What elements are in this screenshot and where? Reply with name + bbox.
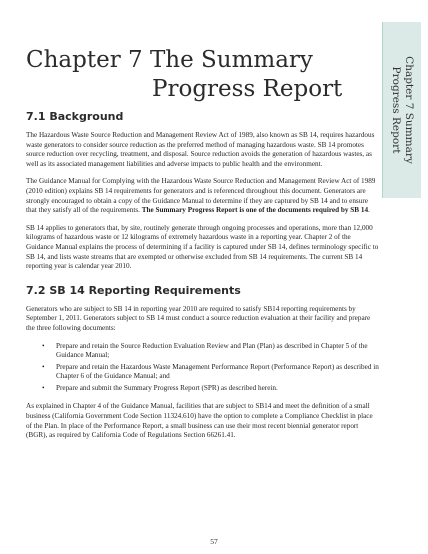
list-item [26, 384, 380, 394]
bullet-icon: • [42, 341, 45, 350]
chapter-title-line-2: Progress Report [152, 76, 343, 102]
page-number: 57 [210, 537, 218, 546]
list-item [26, 342, 380, 361]
bullet-icon: • [42, 362, 45, 371]
section-heading-reporting-requirements: 7.2 SB 14 Reporting Requirements [26, 283, 241, 297]
chapter-title [26, 46, 356, 104]
requirements-paragraph-2: As explained in Chapter 4 of the Guidance Manual, facilities that are subject to SB14 and meet the definition of a small business (California Government Code Section 11324.610) have the option to complete a Compliance Checklist in place of the Plan. In place of the Performance Report, a small business can use their most recent biennial generator report (BGR), as required by California Code of Regulations Section 66261.41. [26, 402, 373, 440]
section-heading-background: 7.1 Background [26, 110, 124, 123]
chapter-title-line-1: Chapter 7 The Summary [26, 47, 313, 73]
background-paragraph-2 [26, 177, 380, 215]
requirements-list [26, 342, 380, 394]
background-paragraph-1: The Hazardous Waste Source Reduction and Management Review Act of 1989, also known as SB 14, requires hazardous waste generators to consider source reduction as the preferred method of managing hazardous waste. SB 14 promotes source reduction over recycling, treatment, and disposal. Source reduction avoids the generation of hazardous wastes, as well as its associated management liabilities and adverse impacts to public health and the environment. [26, 131, 375, 168]
chapter-side-tab [382, 22, 421, 198]
side-tab-line-1: Chapter 7 Summary [403, 56, 415, 164]
background-paragraph-2-emphasis: The Summary Progress Report is one of the documents required by SB 14 [141, 206, 369, 215]
list-item-text: Prepare and retain the Source Reduction Evaluation Review and Plan (Plan) as described in Chapter 5 of the Guidance Manual; [56, 341, 368, 360]
list-item-text: Prepare and retain the Hazardous Waste Management Performance Report (Performance Report) as described in Chapter 6 of the Guidance Manual; and [56, 362, 379, 381]
side-tab-line-2: Progress Report [390, 66, 402, 154]
bullet-icon: • [42, 383, 45, 392]
list-item-text: Prepare and submit the Summary Progress Report (SPR) as described herein. [56, 383, 278, 392]
background-paragraph-2-text: The Guidance Manual for Complying with the Hazardous Waste Source Reduction and Management Review Act of 1989 (2010 edition) explains SB 14 requirements for generators and is referenced throughout this document. Generators are strongly encouraged to obtain a copy of the Guidance Manual to determine if they are captured by SB 14 and to ensure that they satisfy all of the requirements. [26, 177, 376, 215]
requirements-paragraph-1: Generators who are subject to SB 14 in reporting year 2010 are required to satisfy SB14 reporting requirements by September 1, 2011. Generators subject to SB 14 must conduct a source reduction evaluation at their facility and prepare the three following documents: [26, 304, 371, 332]
list-item [26, 363, 380, 382]
background-paragraph-2-end: . [368, 206, 370, 215]
background-paragraph-3: SB 14 applies to generators that, by site, routinely generate through ongoing processes and operations, more than 12,000 kilograms of hazardous waste or 12 kilograms of extremely hazardous waste in a reporting year. Chapter 2 of the Guidance Manual explains the process of determining if a facility is captured under SB 14, defines terminology specific to SB 14, and lists waste streams that are exempted or otherwise excluded from SB 14 requirements. The current SB 14 reporting year is calendar year 2010. [26, 223, 379, 271]
side-tab-text [389, 22, 415, 198]
page-content [26, 110, 380, 449]
